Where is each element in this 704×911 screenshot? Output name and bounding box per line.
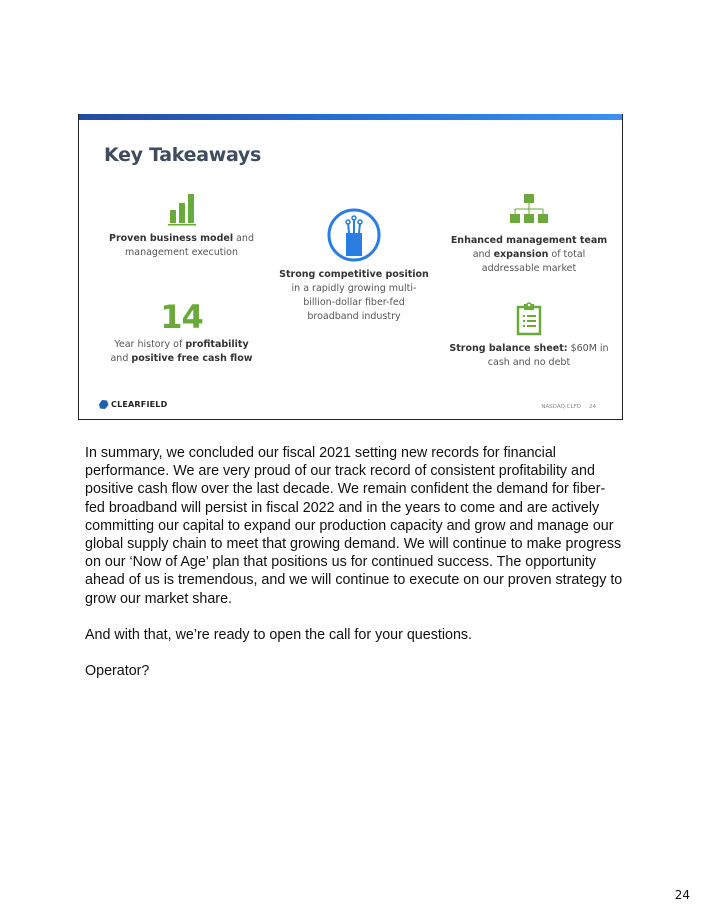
takeaway-bold: profitability <box>185 339 249 350</box>
paragraph: In summary, we concluded our fiscal 2021 setting new records for financial performance. We are very proud of our track record of consistent profitability and positive cash flow over the last decade. We remain confident the demand for fiber-fed broadband will persist in fiscal 2022 and in the years to come and are actively committing our capital to expand our production capacity and grow and manage our global supply chain to meet that growing demand. We will continue to make progress on our ‘Now of Age’ plan that positions us for continued success. The opportunity ahead of us is tremendous, and we will continue to execute on our proven strategy to grow our market share. <box>85 445 623 607</box>
clearfield-logo <box>97 399 167 410</box>
takeaway-text: and management execution <box>125 233 254 258</box>
takeaway-management-team <box>449 192 609 276</box>
takeaway-text: $60M in cash and no debt <box>487 343 609 368</box>
slide-title: Key Takeaways <box>104 144 262 166</box>
footer-page: 24 <box>589 404 596 410</box>
takeaway-profitability <box>99 300 264 366</box>
takeaway-text: and <box>110 353 132 364</box>
takeaway-balance-sheet <box>449 302 609 370</box>
takeaway-competitive-position <box>274 206 434 324</box>
slide-footer <box>533 404 596 410</box>
takeaway-business-model <box>99 190 264 260</box>
paragraph: And with that, we’re ready to open the call for your questions. <box>85 627 473 644</box>
bar-chart-icon <box>165 190 199 226</box>
takeaway-text: and <box>472 249 494 260</box>
takeaway-text: of total addressable market <box>481 249 586 274</box>
takeaway-bold: Proven business model <box>108 233 234 244</box>
org-chart-icon <box>509 192 549 226</box>
slide-header-band <box>79 114 622 120</box>
takeaway-bold: Strong balance sheet: <box>449 343 568 354</box>
takeaway-bold: expansion <box>493 249 549 260</box>
takeaway-bold: Strong competitive position <box>279 269 429 280</box>
takeaway-bold: positive free cash flow <box>131 353 253 364</box>
paragraph: Operator? <box>85 663 150 680</box>
transcript-body <box>85 444 625 699</box>
takeaway-text: in a rapidly growing multi-billion-dollar fiber-fed broadband industry <box>291 283 417 322</box>
logo-mark-icon <box>97 399 109 410</box>
page-number: 24 <box>674 888 690 902</box>
takeaway-text: Year history of <box>114 339 186 350</box>
slide <box>78 114 623 420</box>
years-number: 14 <box>160 298 203 336</box>
logo-text: CLEARFIELD <box>111 400 168 409</box>
fiber-cable-icon <box>325 206 383 264</box>
footer-ticker: NASDAQ:CLFD <box>541 404 581 410</box>
clipboard-icon <box>516 302 542 336</box>
takeaway-bold: Enhanced management team <box>450 235 608 246</box>
